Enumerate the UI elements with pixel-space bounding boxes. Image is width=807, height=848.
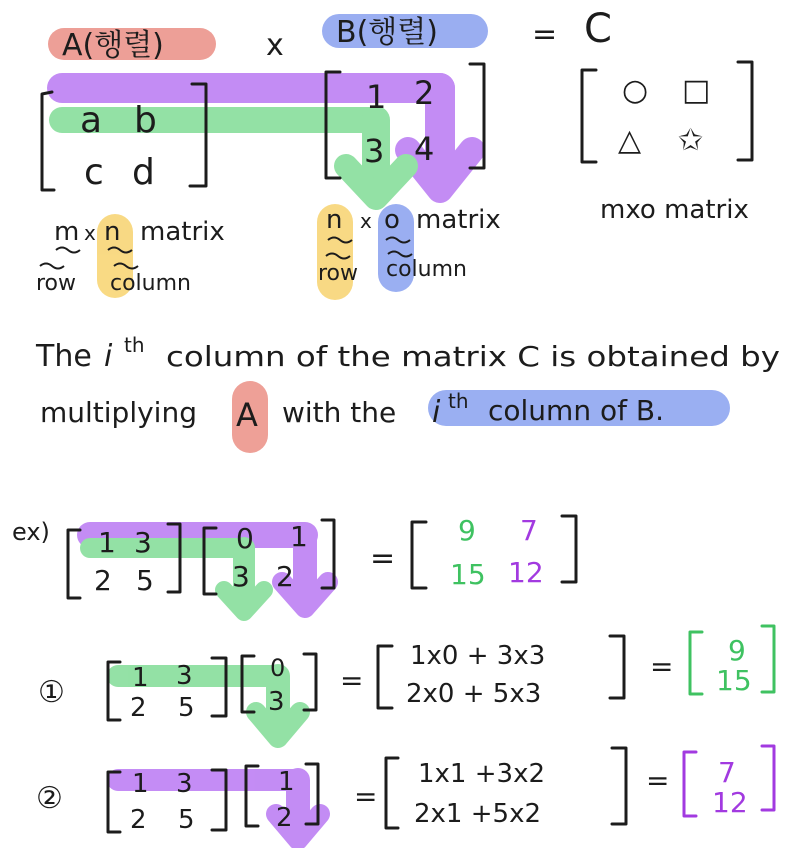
matrix-c-star: ✩ xyxy=(678,123,704,158)
sentence-i2: i xyxy=(432,395,441,430)
matrix-c-circle: ○ xyxy=(622,73,649,108)
step2-expr-top: 1x1 +3x2 xyxy=(418,759,545,789)
c-dims: mxo matrix xyxy=(600,195,749,225)
sentence-i1: i xyxy=(104,339,113,374)
ex-result-12: 7 xyxy=(520,514,538,547)
ex-label: ex) xyxy=(12,518,50,546)
b-dim-o: o xyxy=(384,205,400,235)
ex-result-22: 12 xyxy=(508,556,544,589)
step1-left-21: 2 xyxy=(130,693,147,723)
step2-equals: = xyxy=(354,780,378,813)
step1-left-22: 5 xyxy=(178,693,195,723)
step1-expr-bottom: 2x0 + 5x3 xyxy=(406,679,542,709)
matrix-a-left-bracket xyxy=(42,92,54,190)
a-matrix-label: A(행렬) xyxy=(62,28,164,63)
ex-left-11: 1 xyxy=(98,526,116,559)
step2-vec-top: 1 xyxy=(278,767,295,797)
b-dim-matrix: matrix xyxy=(416,205,501,235)
step1-equals2: = xyxy=(650,650,674,683)
b-dim-row: row xyxy=(318,261,359,286)
step2-left-11: 1 xyxy=(132,769,149,799)
sentence-multiplying: multiplying xyxy=(40,396,197,429)
step2-vec-bottom: 2 xyxy=(276,803,293,833)
ex-right-21: 3 xyxy=(232,560,250,593)
step1-result-bottom: 15 xyxy=(716,664,752,697)
c-matrix-label: C xyxy=(584,6,612,52)
matrix-c-right-bracket xyxy=(738,62,752,160)
step1-equals: = xyxy=(340,664,364,697)
matrix-b-1: 1 xyxy=(366,78,387,116)
matrix-a-b: b xyxy=(134,100,157,141)
a-dim-x: x xyxy=(84,221,96,245)
b-dim-column: column xyxy=(386,257,467,282)
ex-result-21: 15 xyxy=(450,558,486,591)
matrix-b-4: 4 xyxy=(414,130,435,168)
matrix-a-c: c xyxy=(84,152,104,193)
step1-left-12: 3 xyxy=(176,661,193,691)
ex-right-11: 0 xyxy=(236,522,254,555)
sentence-col-of-b: column of B. xyxy=(488,394,664,427)
a-dim-matrix: matrix xyxy=(140,217,225,247)
times-sign: x xyxy=(266,28,284,63)
matrix-a-d: d xyxy=(132,152,155,193)
equals-sign: = xyxy=(532,17,558,52)
ex-result-11: 9 xyxy=(458,514,476,547)
sentence-with-the: with the xyxy=(282,396,397,429)
b-matrix-label: B(행렬) xyxy=(336,15,438,50)
ex-equals: = xyxy=(370,541,396,576)
sentence-th1: th xyxy=(124,333,145,357)
sentence-th2: th xyxy=(448,389,469,413)
step2-result-top: 7 xyxy=(718,756,736,789)
matrix-b-3: 3 xyxy=(364,132,385,170)
a-dim-column: column xyxy=(110,271,191,296)
step1-result-top: 9 xyxy=(728,634,746,667)
step1-left-11: 1 xyxy=(132,663,149,693)
step2-left-22: 5 xyxy=(178,805,195,835)
matrix-c-square: □ xyxy=(682,73,711,108)
matrix-b-2: 2 xyxy=(414,74,435,112)
b-dim-n: n xyxy=(326,205,343,235)
step1-vec-top: 0 xyxy=(270,654,286,682)
matrix-c-left-bracket xyxy=(582,70,596,162)
step2-left-21: 2 xyxy=(130,805,147,835)
ex-left-22: 5 xyxy=(136,564,154,597)
ex-left-21: 2 xyxy=(94,564,112,597)
a-dim-m: m xyxy=(54,217,80,247)
step2-result-bottom: 12 xyxy=(712,786,748,819)
ex-left-12: 3 xyxy=(134,526,152,559)
step2-marker: ② xyxy=(36,781,63,816)
step1-marker: ① xyxy=(38,675,65,710)
ex-right-12: 1 xyxy=(290,520,308,553)
sentence-a: A xyxy=(236,396,258,434)
matrix-c-triangle: △ xyxy=(618,123,642,158)
a-dim-row: row xyxy=(36,271,77,296)
step2-left-12: 3 xyxy=(176,769,193,799)
matrix-a-a: a xyxy=(80,100,103,141)
step2-equals2: = xyxy=(646,764,670,797)
step1-vec-bottom: 3 xyxy=(268,687,285,717)
ex-right-22: 2 xyxy=(276,560,294,593)
step1-expr-top: 1x0 + 3x3 xyxy=(410,641,546,671)
a-dim-n: n xyxy=(104,217,121,247)
b-dim-x: x xyxy=(360,209,372,233)
sentence-line1: column of the matrix C is obtained by xyxy=(166,340,780,373)
sentence-the: The xyxy=(36,339,92,374)
step2-expr-bottom: 2x1 +5x2 xyxy=(414,799,541,829)
